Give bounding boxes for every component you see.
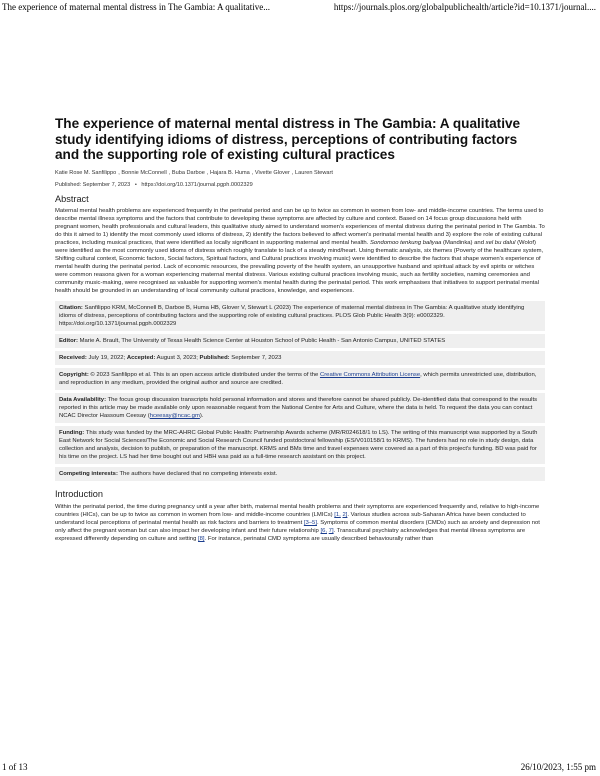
license-link[interactable]: Creative Commons Attribution License (319, 371, 421, 378)
copyright-text: © 2023 Sanfilippo et al. This is an open access article distributed under the terms of the (90, 371, 319, 378)
data-availability-label: Data Availability: (59, 396, 107, 403)
published-label: Published: (199, 354, 230, 361)
author-name[interactable]: Bonnie McConnell (121, 169, 167, 176)
email-link[interactable]: hceesay@ncac.gm (149, 412, 200, 419)
competing-interests-text: The authors have declared that no competing interests exist. (119, 470, 278, 477)
browser-header-title: The experience of maternal mental distress in The Gambia: A qualitative... (2, 2, 270, 12)
author-name[interactable]: Hajara B. Huma (209, 169, 250, 176)
publication-info (55, 182, 545, 188)
data-availability-box (55, 393, 545, 423)
editor-box (55, 334, 545, 348)
received-date: July 19, 2022; (88, 354, 126, 361)
author-name[interactable]: Vivette Glover (254, 169, 290, 176)
idiom-wolof: xel bu dalul (485, 239, 516, 246)
page-indicator: 1 of 13 (2, 762, 28, 772)
editor-text: Marie A. Brault, The University of Texas Health Science Center at Houston School of Public Health - San Antonio Campus, UNITED STATES (79, 337, 446, 344)
print-timestamp: 26/10/2023, 1:55 pm (520, 762, 596, 772)
reference-link[interactable]: 2] (342, 511, 348, 518)
article-content (55, 116, 545, 549)
accepted-date: August 3, 2023; (156, 354, 198, 361)
browser-header-url: https://journals.plos.org/globalpublichealth/article?id=10.1371/journal.... (333, 2, 596, 12)
funding-label: Funding: (59, 429, 85, 436)
editor-label: Editor: (59, 337, 78, 344)
abstract-text: Maternal mental health problems are experienced frequently in the perinatal period and can be up to twice as common in women from low- and middle-income countries. The terms used to describe mental illness symptoms and the factors that contribute to developing these symptoms are affected by culture and context. Based on 14 focus group discussions held with pregnant women, health professionals and cultural leaders, this qualitative study aimed to understand women's experiences of mental distress during the perinatal period in The Gambia. To do this it aimed to 1) identify the most commonly used idioms of distress, 2) identify the factors believed to affect women's perinatal mental health and 3) explore the role of existing cultural practices, including musical practices, that were identified as locally significant in supporting maternal and mental health. Sondomoo tenkung baliyaa (Mandinka) and xel bu dalul (Wolof) were identified as the most commonly used idioms of distress which roughly translate to lack of a steady mind/heart. Using thematic analysis, six themes (Poverty of the healthcare system, Shifting cultural context, Economic factors, Social factors, Spiritual factors, and Cultural practices involving music) were identified to describe the factors that shape women's experience of mental health during the perinatal period. Lack of economic resources, the prevailing poverty of the health system, an unsupportive husband and spiritual attack by evil spirits or witches were common reasons given for a woman experiencing maternal mental distress. Various existing cultural practices involving music, such as fertility societies, naming ceremonies and community music-making, were recognised as valuable for supporting women's mental health during the perinatal period. This work emphasises that initiatives to support perinatal mental health should be grounded in an understanding of local community cultural practices, knowledge, and experiences. (55, 207, 545, 294)
funding-box (55, 426, 545, 464)
introduction-heading: Introduction (55, 488, 104, 499)
abstract-heading: Abstract (55, 193, 89, 204)
introduction-text: Within the perinatal period, the time during pregnancy until a year after birth, maternal mental health problems and their symptoms are experienced frequently and, relative to high-income countries (HICs), can be up to twice as common in women from low- and middle-income countries (LMICs) [1, 2]. Various studies across sub-Saharan Africa have been conducted to understand local perceptions of perinatal mental health as risk factors and barriers to treatment [3–5]. Symptoms of common mental disorders (CMDs) such as anxiety and depression not only affect the pregnant woman but can also impact her developing infant and their future relationship [6, 7]. Transcultural psychiatry acknowledges that mental illness symptoms are expressed differently depending on culture and setting [8]. For instance, perinatal CMD symptoms are usually described behaviourally rather than (55, 503, 540, 542)
competing-interests-label: Competing interests: (59, 470, 118, 477)
citation-box (55, 301, 545, 331)
dates-box (55, 351, 545, 365)
reference-link[interactable]: 7] (328, 527, 334, 534)
copyright-label: Copyright: (59, 371, 89, 378)
published-date: Published: September 7, 2023 (55, 181, 131, 188)
competing-interests-box (55, 467, 545, 481)
data-availability-text: The focus group discussion transcripts hold personal information and stores and therefore cannot be shared publicly. De-identified data that correspond to the results reported in this article may be made available only upon reasonable request from the National Centre for Arts and Culture, where the data is held. To request the data you can contact NCAC Director Hassoum Ceesay ( (59, 396, 538, 419)
published-date-value: September 7, 2023 (231, 354, 282, 361)
reference-link[interactable]: [6, (320, 527, 328, 534)
reference-link[interactable]: [3–5] (303, 519, 317, 526)
copyright-box (55, 368, 545, 390)
author-name[interactable]: Buba Darboe (171, 169, 205, 176)
citation-text: Sanfilippo KRM, McConnell B, Darboe B, Huma HB, Glover V, Stewart L (2023) The experience of maternal mental distress in The Gambia: A qualitative study identifying idioms of distress, perceptions of contributing factors and the supporting role of existing cultural practices. PLOS Glob Public Health 3(9): e0002329. https://doi.org/10.1371/journal.pgph.0002329 (59, 304, 525, 327)
bullet-separator: • (134, 181, 137, 188)
received-label: Received: (59, 354, 87, 361)
accepted-label: Accepted: (126, 354, 156, 361)
idiom-mandinka: Sondomoo tenkung baliyaa (370, 239, 442, 246)
author-name[interactable]: Lauren Stewart (295, 169, 333, 176)
data-availability-text-end: ). (199, 412, 204, 419)
doi-link[interactable]: https://doi.org/10.1371/journal.pgph.0002329 (141, 181, 253, 188)
reference-link[interactable]: [1, (334, 511, 341, 518)
reference-link[interactable]: [8] (198, 535, 205, 542)
funding-text: This study was funded by the MRC-AHRC Global Public Health: Partnership Awards scheme (MR/R024618/1 to LS). The writing of this manuscript was supported by a South East Network for Social Sciences/The Economic and Social Research Council funded postdoctoral fellowship (ES/V010158/1 to KRMS). The funders had no role in study design, data collection and analysis, decision to publish, or preparation of the manuscript. KRMS and BMs time and travel expenses were covered as a part of this project's funding. BD was paid for his time on the project. LS had her time bought out and HBH was paid as a full-time research assistant on this project. (59, 429, 538, 460)
author-list: Katie Rose M. Sanfilippo , Bonnie McConnell , Buba Darboe , Hajara B. Huma , Vivette Glover , Lauren Stewart (55, 169, 333, 176)
author-name[interactable]: Katie Rose M. Sanfilippo (55, 169, 117, 176)
citation-label: Citation: (59, 304, 83, 311)
article-title: The experience of maternal mental distress in The Gambia: A qualitative study identifying idioms of distress, perceptions of contributing factors and the supporting role of existing cultural practices (55, 116, 521, 163)
copyright-text-cont: , which permits unrestricted use, distribution, and reproduction in any medium, provided the original author and source are credited. (59, 371, 537, 386)
